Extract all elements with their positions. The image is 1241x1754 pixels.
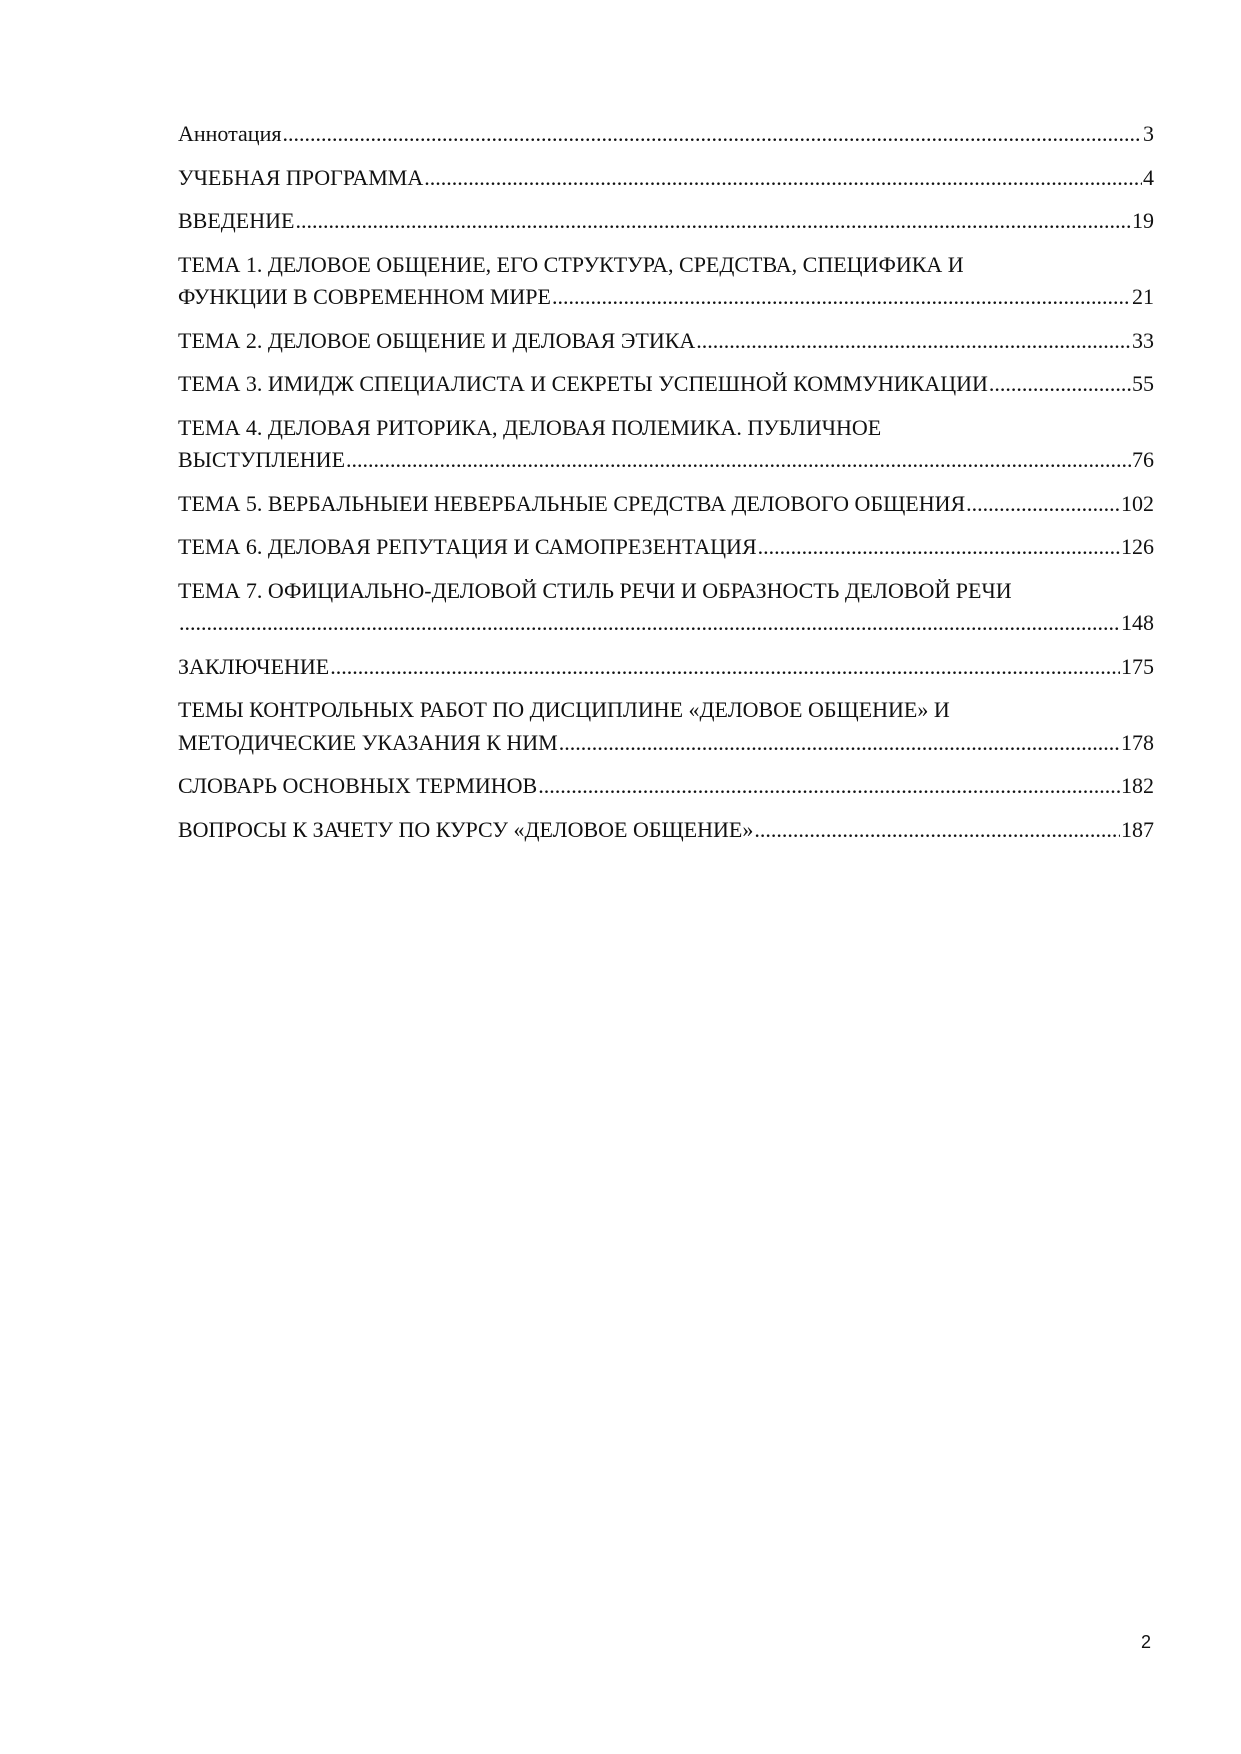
- toc-entry[interactable]: [178, 412, 1154, 477]
- toc-entry-line: [178, 281, 1154, 314]
- toc-entry-title: ЗАКЛЮЧЕНИЕ: [178, 653, 330, 679]
- toc-entry-title: ТЕМА 2. ДЕЛОВОЕ ОБЩЕНИЕ И ДЕЛОВАЯ ЭТИКА: [178, 327, 696, 353]
- toc-entry[interactable]: [178, 162, 1154, 195]
- toc-page-number: 102: [1121, 490, 1154, 516]
- toc-entry[interactable]: [178, 205, 1154, 238]
- toc-entry-line: [178, 607, 1154, 640]
- toc-entry-title: ТЕМА 5. ВЕРБАЛЬНЫЕИ НЕВЕРБАЛЬНЫЕ СРЕДСТВА ДЕЛОВОГО ОБЩЕНИЯ: [178, 490, 966, 516]
- toc-entry-line: [178, 162, 1154, 195]
- toc-dot-leader: [346, 444, 1131, 477]
- toc-page-number: 175: [1121, 653, 1154, 679]
- toc-entry-title: ВЫСТУПЛЕНИЕ: [178, 447, 346, 472]
- toc-entry-title: ВВЕДЕНИЕ: [178, 208, 295, 233]
- toc-entry-title: ТЕМА 3. ИМИДЖ СПЕЦИАЛИСТА И СЕКРЕТЫ УСПЕШНОЙ КОММУНИКАЦИИ: [178, 371, 988, 396]
- toc-entry-line: [178, 814, 1154, 847]
- toc-page-number: 55: [1132, 371, 1154, 396]
- toc-entry[interactable]: [178, 651, 1154, 684]
- toc-entry[interactable]: [178, 368, 1154, 401]
- toc-entry[interactable]: [178, 770, 1154, 803]
- toc-dot-leader: [295, 205, 1131, 238]
- toc-entry[interactable]: [178, 694, 1154, 759]
- toc-page-number: 33: [1132, 327, 1154, 353]
- toc-entry[interactable]: [178, 575, 1154, 640]
- toc-dot-leader: [424, 162, 1142, 195]
- toc-page-number: 21: [1132, 284, 1154, 309]
- toc-entry-title: ТЕМА 1. ДЕЛОВОЕ ОБЩЕНИЕ, ЕГО СТРУКТУРА, СРЕДСТВА, СПЕЦИФИКА И: [178, 251, 964, 277]
- toc-page-number: 76: [1132, 447, 1154, 472]
- toc-page-number: 182: [1121, 773, 1154, 798]
- toc-dot-leader: [696, 325, 1131, 358]
- toc-entry[interactable]: [178, 118, 1154, 151]
- toc-entry-title: СЛОВАРЬ ОСНОВНЫХ ТЕРМИНОВ: [178, 773, 538, 798]
- toc-entry-line: [178, 412, 1154, 445]
- toc-entry-line: [178, 368, 1154, 401]
- toc-entry[interactable]: [178, 531, 1154, 564]
- toc-entry-line: [178, 770, 1154, 803]
- toc-dot-leader: [330, 651, 1120, 684]
- toc-entry[interactable]: [178, 488, 1154, 521]
- toc-entry-title: МЕТОДИЧЕСКИЕ УКАЗАНИЯ К НИМ: [178, 729, 558, 755]
- toc-entry-title: ТЕМА 7. ОФИЦИАЛЬНО-ДЕЛОВОЙ СТИЛЬ РЕЧИ И ОБРАЗНОСТЬ ДЕЛОВОЙ РЕЧИ: [178, 577, 1012, 603]
- toc-entry-title: ТЕМА 4. ДЕЛОВАЯ РИТОРИКА, ДЕЛОВАЯ ПОЛЕМИКА. ПУБЛИЧНОЕ: [178, 414, 882, 440]
- toc-entry-line: [178, 488, 1154, 521]
- toc-page-number: 178: [1121, 729, 1154, 755]
- toc-dot-leader: [282, 118, 1142, 151]
- toc-entry-title: ФУНКЦИИ В СОВРЕМЕННОМ МИРЕ: [178, 284, 551, 309]
- toc-entry-line: [178, 325, 1154, 358]
- toc-dot-leader: [559, 727, 1120, 760]
- toc-entry-line: [178, 694, 1154, 727]
- toc-entry-line: [178, 444, 1154, 477]
- toc-entry-title: ВОПРОСЫ К ЗАЧЕТУ ПО КУРСУ «ДЕЛОВОЕ ОБЩЕНИЕ»: [178, 816, 754, 842]
- toc-dot-leader: [179, 607, 1120, 640]
- toc-page-number: 148: [1121, 610, 1154, 635]
- page-number: 2: [1140, 1632, 1151, 1652]
- toc-entry-line: [178, 531, 1154, 564]
- toc-entry-line: [178, 205, 1154, 238]
- toc-page-number: 4: [1143, 164, 1154, 190]
- toc-entry[interactable]: [178, 249, 1154, 314]
- toc-page-number: 187: [1121, 816, 1154, 842]
- toc-dot-leader: [754, 814, 1120, 847]
- toc-entry-title: ТЕМЫ КОНТРОЛЬНЫХ РАБОТ ПО ДИСЦИПЛИНЕ «ДЕЛОВОЕ ОБЩЕНИЕ» И: [178, 697, 950, 722]
- toc-dot-leader: [989, 368, 1131, 401]
- toc-entry-line: [178, 118, 1154, 151]
- toc-page-number: 126: [1121, 534, 1154, 559]
- toc-page-number: 3: [1143, 121, 1154, 146]
- toc-dot-leader: [538, 770, 1120, 803]
- toc-entry[interactable]: [178, 814, 1154, 847]
- toc-entry-title: Аннотация: [178, 121, 282, 146]
- toc-page-number: 19: [1132, 208, 1154, 233]
- toc-entry-line: [178, 575, 1154, 608]
- toc-entry-line: [178, 249, 1154, 282]
- toc-entry[interactable]: [178, 325, 1154, 358]
- toc-entry-line: [178, 727, 1154, 760]
- table-of-contents: [178, 118, 1154, 857]
- toc-dot-leader: [758, 531, 1120, 564]
- toc-entry-line: [178, 651, 1154, 684]
- toc-entry-title: УЧЕБНАЯ ПРОГРАММА: [178, 164, 424, 190]
- toc-dot-leader: [552, 281, 1131, 314]
- toc-dot-leader: [966, 488, 1120, 521]
- toc-entry-title: ТЕМА 6. ДЕЛОВАЯ РЕПУТАЦИЯ И САМОПРЕЗЕНТАЦИЯ: [178, 534, 757, 559]
